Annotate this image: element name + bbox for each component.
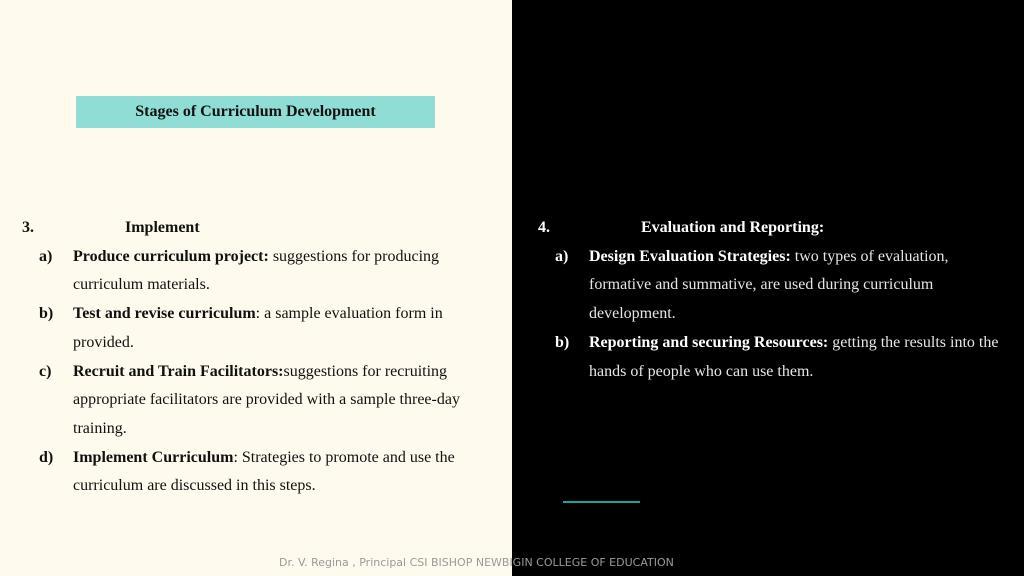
right-section-heading <box>538 214 1008 243</box>
list-item-term: Implement Curriculum <box>73 448 234 466</box>
right-section <box>538 214 1008 386</box>
list-marker: d) <box>39 448 54 466</box>
list-item-term: Test and revise curriculum <box>73 305 256 323</box>
list-item-text: suggestions for recruiting appropriate facilitators are provided with a sample three-day training. <box>73 362 460 437</box>
list-item <box>538 329 1008 386</box>
list-item-content <box>73 300 492 357</box>
list-item <box>538 243 1008 329</box>
list-marker: b) <box>39 305 54 323</box>
left-section <box>22 214 492 501</box>
list-item-content <box>73 243 492 300</box>
accent-line <box>563 501 640 503</box>
list-marker: b) <box>555 333 570 351</box>
list-item-term: Recruit and Train Facilitators: <box>73 362 284 380</box>
right-section-number: 4. <box>538 219 550 236</box>
list-item <box>22 444 492 501</box>
list-item <box>22 243 492 300</box>
list-item-text: two types of evaluation, formative and summative, are used during curriculum development. <box>589 247 949 323</box>
left-section-number: 3. <box>22 219 34 236</box>
footer-credit: Dr. V. Regina , Principal CSI BISHOP NEWBIGIN COLLEGE OF EDUCATION <box>279 556 674 569</box>
list-item-content <box>73 358 492 444</box>
list-item <box>22 358 492 444</box>
list-marker: a) <box>39 247 53 265</box>
slide-title-text: Stages of Curriculum Development <box>135 103 376 120</box>
list-item-text: : a sample evaluation form in provided. <box>73 305 443 351</box>
list-item-term: Design Evaluation Strategies: <box>589 247 791 265</box>
list-item <box>22 300 492 357</box>
list-item-content <box>73 444 492 501</box>
slide-title <box>76 96 435 128</box>
list-marker: c) <box>39 362 52 380</box>
list-item-text: suggestions for producing curriculum materials. <box>73 247 440 294</box>
list-marker: a) <box>555 247 569 265</box>
left-section-title: Implement <box>125 219 200 236</box>
right-section-title: Evaluation and Reporting: <box>641 219 825 236</box>
list-item-content <box>589 329 1008 386</box>
list-item-term: Produce curriculum project: <box>73 247 269 265</box>
list-item-text: getting the results into the hands of people who can use them. <box>589 333 999 380</box>
left-section-heading <box>22 214 492 243</box>
list-item-content <box>589 243 1008 329</box>
list-item-text: : Strategies to promote and use the curriculum are discussed in this steps. <box>73 448 455 495</box>
list-item-term: Reporting and securing Resources: <box>589 333 829 351</box>
